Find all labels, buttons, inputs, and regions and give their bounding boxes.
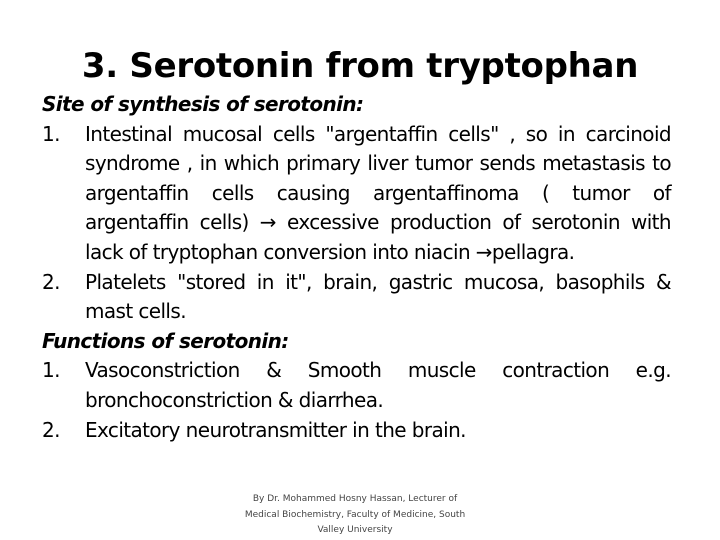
list-item <box>42 416 671 446</box>
list-item <box>42 120 671 268</box>
functions-heading: Functions of serotonin: <box>42 328 289 353</box>
list-item-number: 2. <box>42 269 60 294</box>
slide-title: 3. Serotonin from tryptophan <box>81 46 639 86</box>
list-item-text: Excitatory neurotransmitter in the brain. <box>85 417 466 442</box>
list-item-number: 2. <box>42 417 60 442</box>
list-item <box>42 356 671 415</box>
site-of-synthesis-heading: Site of synthesis of serotonin: <box>42 92 364 116</box>
list-item-text: Vasoconstriction & Smooth muscle contraction e.g. bronchoconstriction & diarrhea. <box>85 358 671 412</box>
slide-content <box>42 90 671 445</box>
list-item-text: Intestinal mucosal cells "argentaffin cells" , so in carcinoid syndrome , in which primary liver tumor sends metastasis to argentaffin cells causing argentaffinoma ( tumor of argentaffin cells) → excessive production of serotonin with lack of tryptophan conversion into niacin →pellagra. <box>85 121 671 264</box>
list-item <box>42 268 671 327</box>
list-item-number: 1. <box>42 121 60 146</box>
author-credit: By Dr. Mohammed Hosny Hassan, Lecturer of Medical Biochemistry, Faculty of Medicine, South Valley University <box>244 494 466 535</box>
list-item-text: Platelets "stored in it", brain, gastric mucosa, basophils & mast cells. <box>85 269 671 324</box>
list-item-number: 1. <box>42 358 60 383</box>
